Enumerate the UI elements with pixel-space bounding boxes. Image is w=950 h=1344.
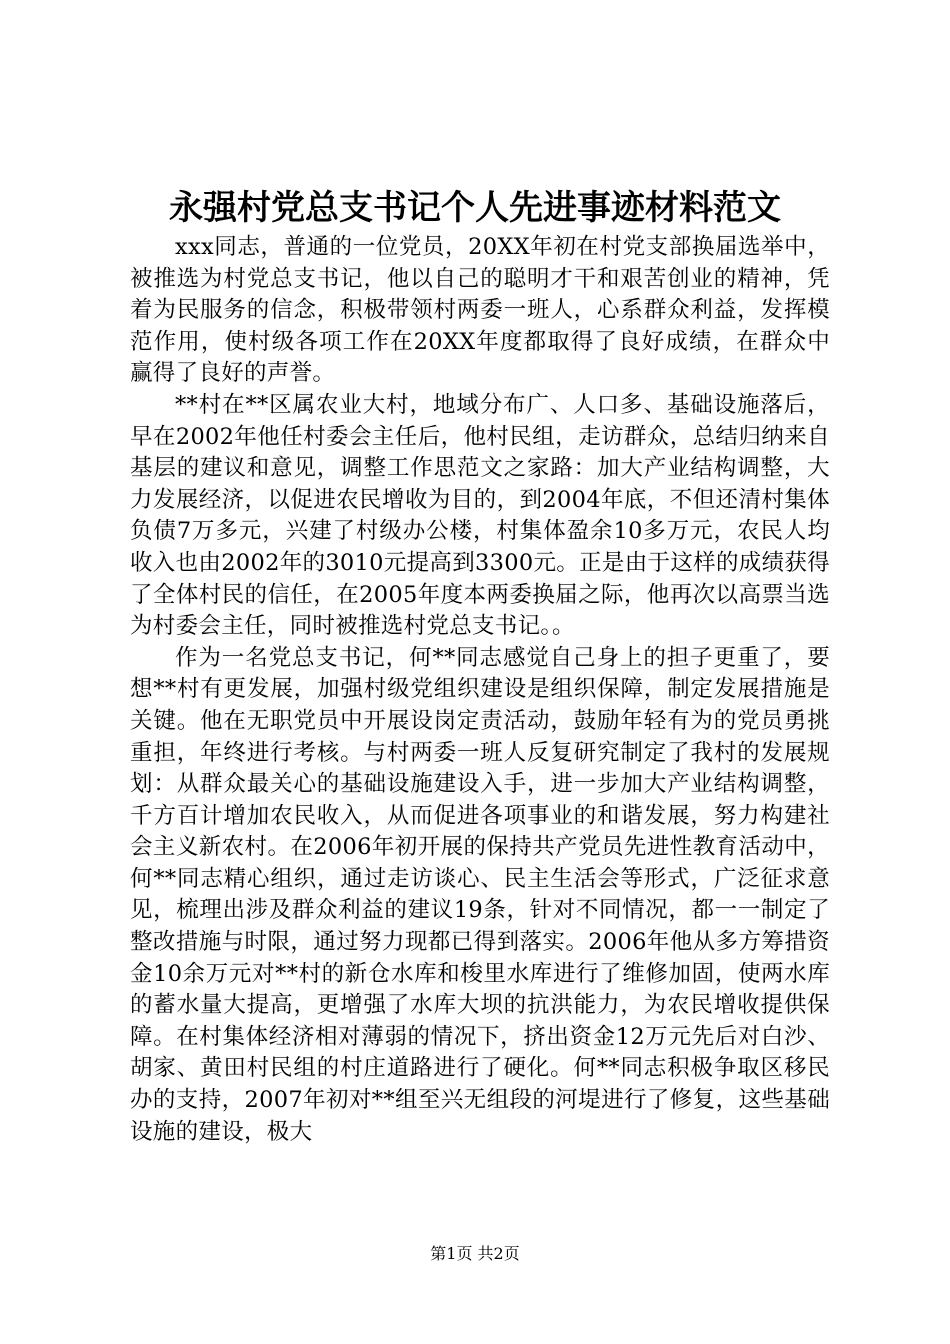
document-body	[130, 232, 830, 1148]
document-title: 永强村党总支书记个人先进事迹材料范文	[169, 188, 781, 228]
paragraph-1: xxx同志，普通的一位党员，20XX年初在村党支部换届选举中，被推选为村党总支书记，他以自己的聪明才干和艰苦创业的精神，凭着为民服务的信念，积极带领村两委一班人，心系群众利益，发挥模范作用，使村级各项工作在20XX年度都取得了良好成绩，在群众中赢得了良好的声誉。	[130, 234, 830, 387]
paragraph-3: 作为一名党总支书记，何**同志感觉自己身上的担子更重了，要想**村有更发展，加强村级党组织建设是组织保障，制定发展措施是关键。他在无职党员中开展设岗定责活动，鼓励年轻有为的党员勇挑重担，年终进行考核。与村两委一班人反复研究制定了我村的发展规划：从群众最关心的基础设施建设入手，进一步加大产业结构调整，千方百计增加农民收入，从而促进各项事业的和谐发展，努力构建社会主义新农村。在2006年初开展的保持共产党员先进性教育活动中，何**同志精心组织，通过走访谈心、民主生活会等形式，广泛征求意见，梳理出涉及群众利益的建议19条，针对不同情况，都一一制定了整改措施与时限，通过努力现都已得到落实。2006年他从多方筹措资金10余万元对**村的新仓水库和梭里水库进行了维修加固，使两水库的蓄水量大提高，更增强了水库大坝的抗洪能力，为农民增收提供保障。在村集体经济相对薄弱的情况下，挤出资金12万元先后对白沙、胡家、黄田村民组的村庄道路进行了硬化。何**同志积极争取区移民办的支持，2007年初对**组至兴无组段的河堤进行了修复，这些基础设施的建设，极大	[130, 644, 830, 1145]
paragraph-2: **村在**区属农业大村，地域分布广、人口多、基础设施落后，早在2002年他任村委会主任后，他村民组，走访群众，总结归纳来自基层的建议和意见，调整工作思范文之家路：加大产业结构调整，大力发展经济，以促进农民增收为目的，到2004年底，不但还清村集体负债7万多元，兴建了村级办公楼，村集体盈余10多万元，农民人均收入也由2002年的3010元提高到3300元。正是由于这样的成绩获得了全体村民的信任，在2005年度本两委换届之际，他再次以高票当选为村委会主任，同时被推选村党总支书记。。	[130, 391, 830, 640]
page-number-footer: 第1页 共2页	[430, 1244, 520, 1263]
